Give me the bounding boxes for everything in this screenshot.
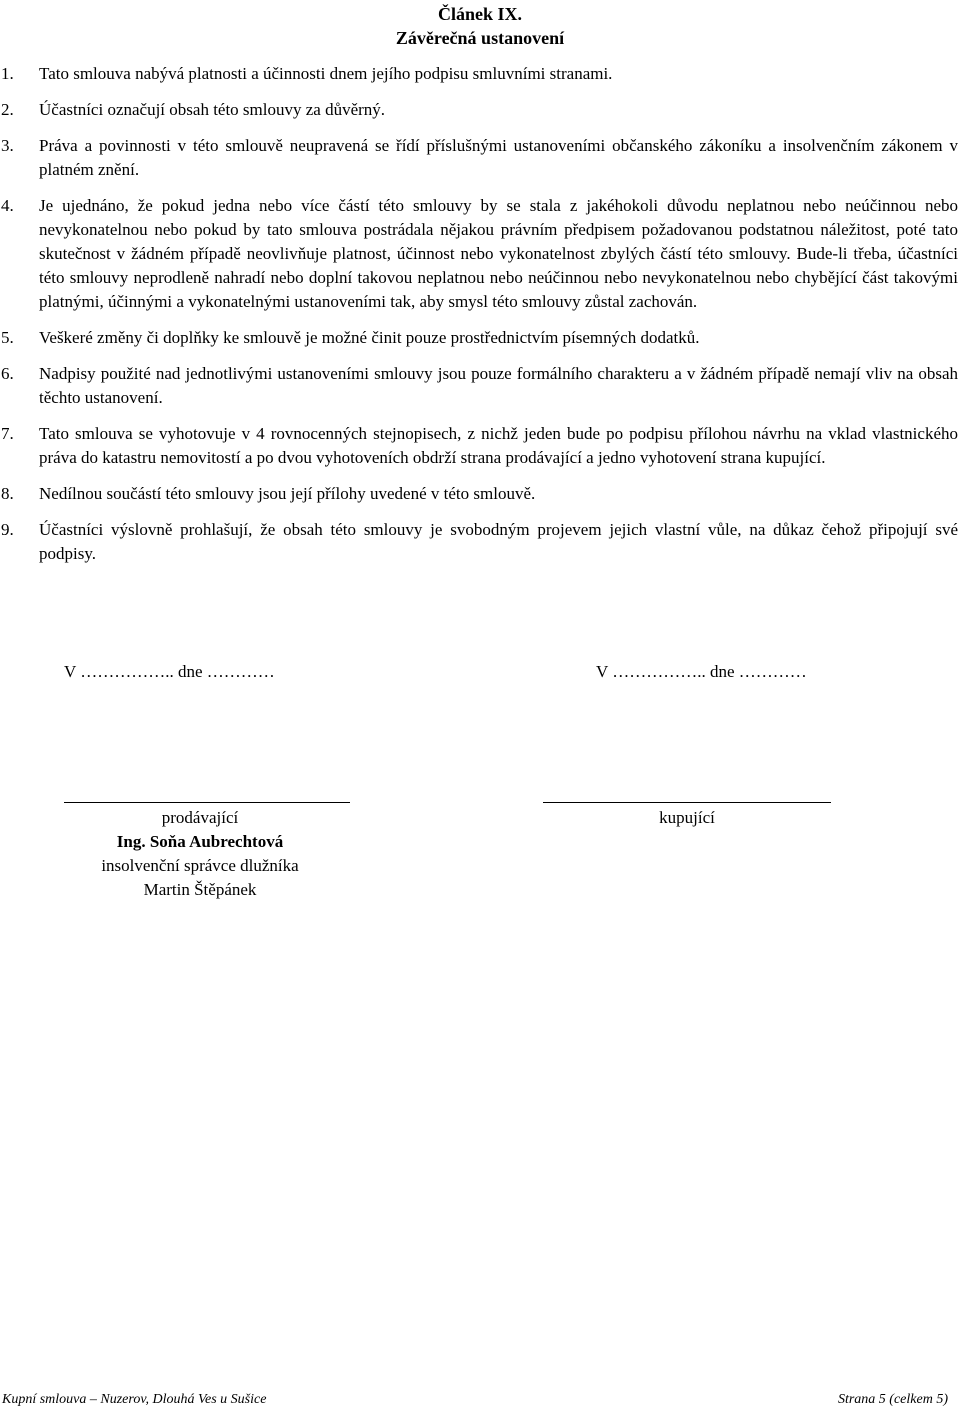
clause-text: Práva a povinnosti v této smlouvě neupravená se řídí příslušnými ustanoveními občanského zákoníku a insolvenčním zákonem v platném znění. [39, 136, 958, 179]
clause-text: Veškeré změny či doplňky ke smlouvě je možné činit pouze prostřednictvím písemných dodatků. [39, 328, 700, 347]
clause-number: 7. [1, 424, 14, 443]
clause-9 [0, 518, 958, 566]
seller-place-date: V …………….. dne ………… [64, 662, 275, 681]
clause-text: Účastníci označují obsah této smlouvy za důvěrný. [39, 100, 386, 119]
seller-signature-line [64, 802, 350, 803]
debtor-name: Martin Štěpánek [143, 880, 257, 899]
clause-number: 6. [1, 364, 14, 383]
article-title: Závěrečná ustanovení [395, 28, 565, 48]
clause-number: 9. [1, 520, 14, 539]
clause-number: 4. [1, 196, 14, 215]
clause-number: 3. [1, 136, 14, 155]
clause-2 [0, 98, 958, 122]
buyer-signature-block [543, 806, 831, 830]
clause-4 [0, 194, 958, 314]
clause-list [0, 62, 958, 578]
seller-capacity: insolvenční správce dlužníka [101, 856, 299, 875]
clause-text: Je ujednáno, že pokud jedna nebo více částí této smlouvy by se stala z jakéhokoli důvodu neplatnou nebo neúčinnou nebo nevykonatelnou nebo pokud by tato smlouva postrádala nějakou právním předpisem požadovanou podstatnou náležitost, poté tato skutečnost v žádném případě neovlivňuje platnost, účinnost nebo vykonatelnost zbylých částí této smlouvy. Bude-li třeba, účastníci této smlouvy neprodleně nahradí nebo doplní takovou neplatnou nebo neúčinnou nebo nevykonatelnou nebo chybějící část takovými platnými, účinnými a vykonatelnými ustanoveními tak, aby smysl této smlouvy zůstal zachován. [39, 196, 958, 311]
buyer-signature-line [543, 802, 831, 803]
clause-7 [0, 422, 958, 470]
clause-text: Nedílnou součástí této smlouvy jsou její přílohy uvedené v této smlouvě. [39, 484, 536, 503]
clause-6 [0, 362, 958, 410]
buyer-role: kupující [659, 808, 715, 827]
clause-5 [0, 326, 958, 350]
clause-text: Tato smlouva nabývá platnosti a účinnosti dnem jejího podpisu smluvními stranami. [39, 64, 613, 83]
clause-1 [0, 62, 958, 86]
article-heading [0, 2, 960, 50]
clause-8 [0, 482, 958, 506]
article-number: Článek IX. [437, 4, 522, 24]
seller-name: Ing. Soňa Aubrechtová [116, 832, 284, 851]
clause-number: 2. [1, 100, 14, 119]
clause-number: 1. [1, 64, 14, 83]
clause-text: Nadpisy použité nad jednotlivými ustanoveními smlouvy jsou pouze formálního charakteru a v žádném případě nemají vliv na obsah těchto ustanovení. [39, 364, 958, 407]
seller-signature-block [64, 806, 336, 902]
clause-text: Tato smlouva se vyhotovuje v 4 rovnocenných stejnopisech, z nichž jeden bude po podpisu přílohou návrhu na vklad vlastnického práva do katastru nemovitostí a po dvou vyhotoveních obdrží strana prodávající a jedno vyhotovení strana kupující. [39, 424, 958, 467]
clause-number: 8. [1, 484, 14, 503]
clause-text: Účastníci výslovně prohlašují, že obsah této smlouvy je svobodným projevem jejich vlastní vůle, na důkaz čehož připojují své podpisy. [39, 520, 958, 563]
footer-document-title: Kupní smlouva – Nuzerov, Dlouhá Ves u Sušice [2, 1392, 267, 1407]
footer-page-number: Strana 5 (celkem 5) [837, 1392, 948, 1407]
seller-role: prodávající [161, 808, 239, 827]
clause-number: 5. [1, 328, 14, 347]
clause-3 [0, 134, 958, 182]
buyer-place-date: V …………….. dne ………… [596, 662, 807, 681]
